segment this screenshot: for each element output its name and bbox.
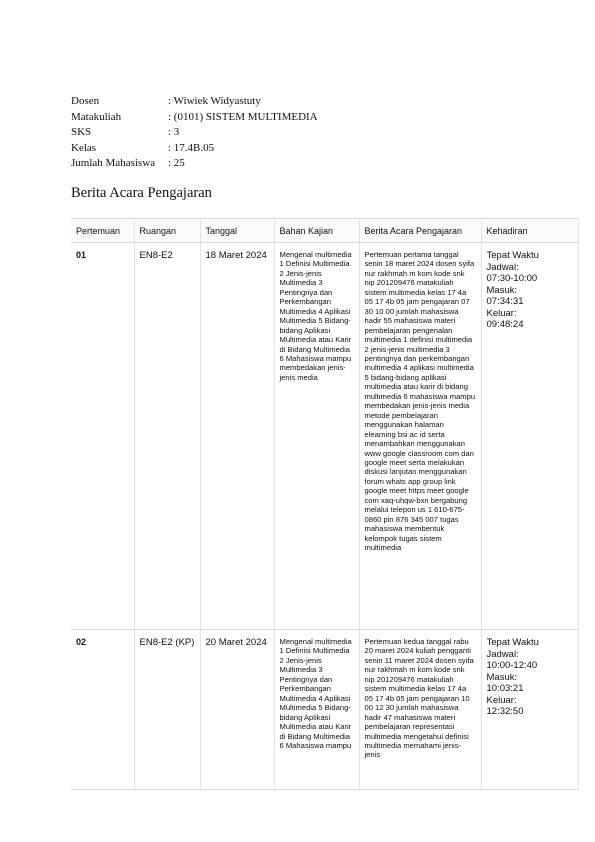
check-in-time: 10:03:21 [486, 683, 524, 694]
info-label: Matakuliah [71, 110, 122, 123]
header-pertemuan: Pertemuan [71, 219, 134, 243]
check-out-label: Keluar: [486, 307, 517, 319]
info-row-kelas [71, 141, 318, 157]
table-row [71, 630, 578, 790]
schedule-label: Jadwal: [486, 261, 519, 273]
schedule-label: Jadwal: [486, 648, 519, 660]
section-title: Berita Acara Pengajaran [71, 185, 212, 201]
check-out-label: Keluar: [486, 694, 517, 706]
info-row-jumlah-mahasiswa [71, 156, 318, 172]
info-value: : (0101) SISTEM MULTIMEDIA [168, 110, 318, 123]
info-value: : 17.4B.05 [168, 141, 215, 154]
course-info [71, 94, 318, 172]
info-label: Jumlah Mahasiswa [71, 157, 156, 169]
schedule-time: 10:00-12:40 [486, 660, 538, 671]
cell-bahan-kajian: Mengenal multimedia 1 Definisi Multimedia 2 Jenis-jenis Multimedia 3 Pentingnya dan Perkembangan Multimedia 4 Aplikasi Multimedia 5 Bidang-bidang Aplikasi Multimedia atau Karir di Bidang Multimedia 6 Mahasiswa mampu [274, 630, 359, 790]
cell-kehadiran [481, 243, 578, 630]
header-kehadiran: Kehadiran [481, 219, 578, 243]
check-out-time: 12:32:50 [486, 706, 524, 717]
info-row-matakuliah [71, 110, 318, 126]
attendance-status: Tepat Waktu [486, 250, 539, 261]
check-in-label: Masuk: [486, 671, 518, 683]
header-ruangan: Ruangan [134, 219, 200, 243]
header-tanggal: Tanggal [200, 219, 274, 243]
info-row-dosen [71, 94, 318, 110]
cell-tanggal: 20 Maret 2024 [200, 630, 274, 790]
table-header-row [71, 219, 578, 243]
info-label: Kelas [71, 141, 97, 154]
cell-bahan-kajian: Mengenal multimedia 1 Definisi Multimedia 2 Jenis-jenis Multimedia 3 Pentingnya dan Perkembangan Multimedia 4 Aplikasi Multimedia 5 Bidang-bidang Aplikasi Multimedia atau Karir di Bidang Multimedia 6 Mahasiswa mampu membedakan jenis-jenis media [274, 243, 359, 630]
info-value: : 3 [168, 126, 180, 138]
check-in-label: Masuk: [486, 284, 518, 296]
cell-tanggal: 18 Maret 2024 [200, 243, 274, 630]
info-label: Dosen [71, 95, 100, 107]
schedule-time: 07:30-10:00 [486, 273, 538, 284]
cell-pertemuan: 01 [71, 243, 134, 630]
teaching-record-table [71, 218, 579, 790]
cell-kehadiran [481, 630, 578, 790]
header-berita-acara: Berita Acara Pengajaran [359, 219, 481, 243]
check-out-time: 09:48:24 [486, 319, 524, 330]
info-value: : Wiwiek Widyastuty [168, 95, 261, 107]
cell-ruangan: EN8-E2 [134, 243, 200, 630]
info-row-sks [71, 125, 318, 141]
attendance-status: Tepat Waktu [486, 637, 539, 648]
cell-berita-acara: Pertemuan kedua tanggal rabu 20 maret 2024 kuliah pengganti senin 11 maret 2024 dosen syifa nur rakhmah m kom kode snk nip 201209476 matakuliah sistem multimedia kelas 17 4a 05 17 4b 05 jam pengajaran 10 00 12 30 jumlah mahasiswa hadir 47 mahasiswa materi pembelajaran representasi multimedia mengetahui definisi multimedia memahami jenis-jenis [359, 630, 481, 790]
header-bahan-kajian: Bahan Kajian [274, 219, 359, 243]
cell-berita-acara: Pertemuan pertama tanggal senin 18 maret 2024 dosen syifa nur rakhmah m kom kode snk nip 201209476 matakuliah sistem multimedia kelas 17 4a 05 17 4b 05 jam pengajaran 07 30 10 00 jumlah mahasiswa hadir 55 mahasiswa materi pembelajaran pengenalan multimedia 1 definisi multimedia 2 jenis-jenis multimedia 3 pentingnya dan perkembangan multimedia 4 aplikasi multimedia 5 bidang-bidang aplikasi multimedia atau karir di bidang multimedia 6 mahasiswa mampu membedakan jenis-jenis media metode pembelajaran menggunakan halaman elearning bsi ac id serta menambahkan menggunakan www google classroom com dan google meet serta melakukan diskusi lanjutan menggunakan forum whats app group link google meet https meet google com xaq-uhqw-bxn bergabung melalui telepon us 1 610-675-0860 pin 876 345 007 tugas mahasiswa membentuk kelompok tugas sistem multimedia [359, 243, 481, 630]
check-in-time: 07:34:31 [486, 296, 524, 307]
info-label: SKS [71, 126, 92, 138]
info-value: : 25 [168, 157, 185, 169]
cell-pertemuan: 02 [71, 630, 134, 790]
table-row [71, 243, 578, 630]
cell-ruangan: EN8-E2 (KP) [134, 630, 200, 790]
